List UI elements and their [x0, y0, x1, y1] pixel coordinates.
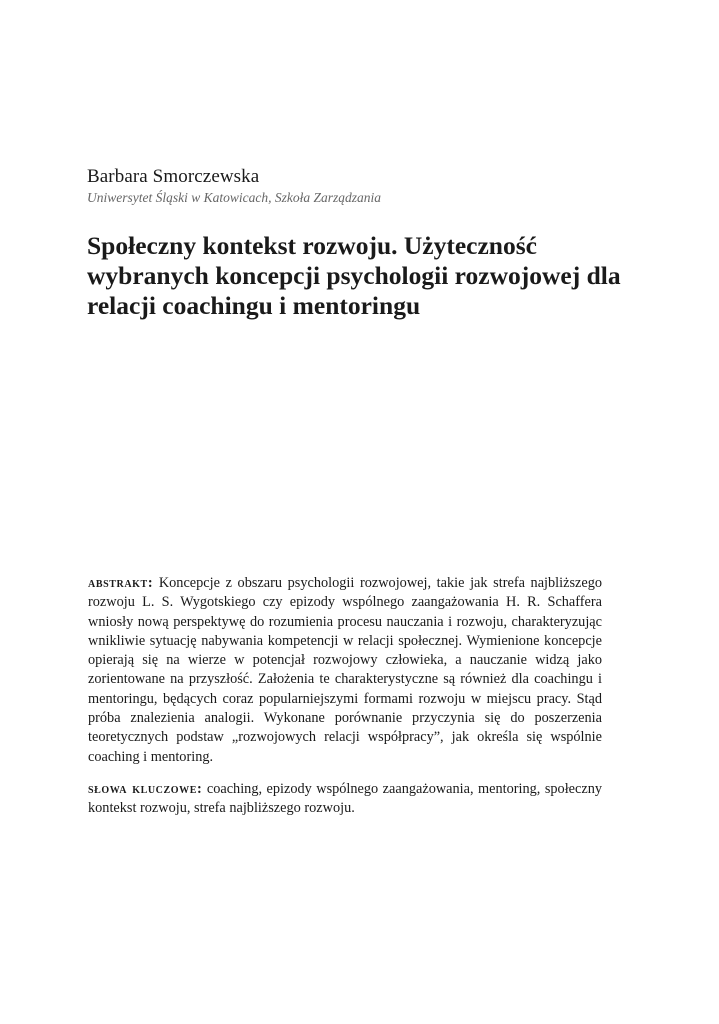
keywords-label: słowa kluczowe:: [88, 781, 203, 797]
keywords-text: coaching, epizody wspólnego zaangażowania, mentoring, społeczny kontekst rozwoju, strefa najbliższego rozwoju.: [88, 781, 603, 817]
author-name: Barbara Smorczewska: [87, 166, 260, 187]
abstract-text: Koncepcje z obszaru psychologii rozwojowej, takie jak strefa najbliższego rozwoju L. S. Wygotskiego czy epizody wspólnego zaangażowania H. R. Schaffera wniosły nową perspektywę do rozumienia procesu nauczania i rozwoju, charakteryzując wnikliwie sytuację nabywania kompetencji w relacji społecznej. Wymienione koncepcje opierają się na wierze w potencjał rozwojowy człowieka, a nauczanie widzą jako zorientowane na przyszłość. Założenia te charakterystyczne są również dla coachingu i mentoringu, będących coraz popularniejszymi formami rozwoju w miejscu pracy. Stąd próba znalezienia analogii. Wykonane porównanie przyczynia się do poszerzenia teoretycznych podstaw „rozwojowych relacji współpracy”, jak określa się wspólnie coaching i mentoring.: [88, 575, 603, 765]
abstract-label: abstrakt:: [88, 575, 154, 591]
author-affiliation: Uniwersytet Śląski w Katowicach, Szkoła Zarządzania: [87, 190, 382, 205]
abstract-paragraph: [88, 574, 602, 767]
article-title: Społeczny kontekst rozwoju. Użyteczność wybranych koncepcji psychologii rozwojowej dla relacji coachingu i mentoringu: [87, 231, 621, 320]
keywords-paragraph: [88, 780, 602, 819]
author-block: [87, 165, 647, 207]
